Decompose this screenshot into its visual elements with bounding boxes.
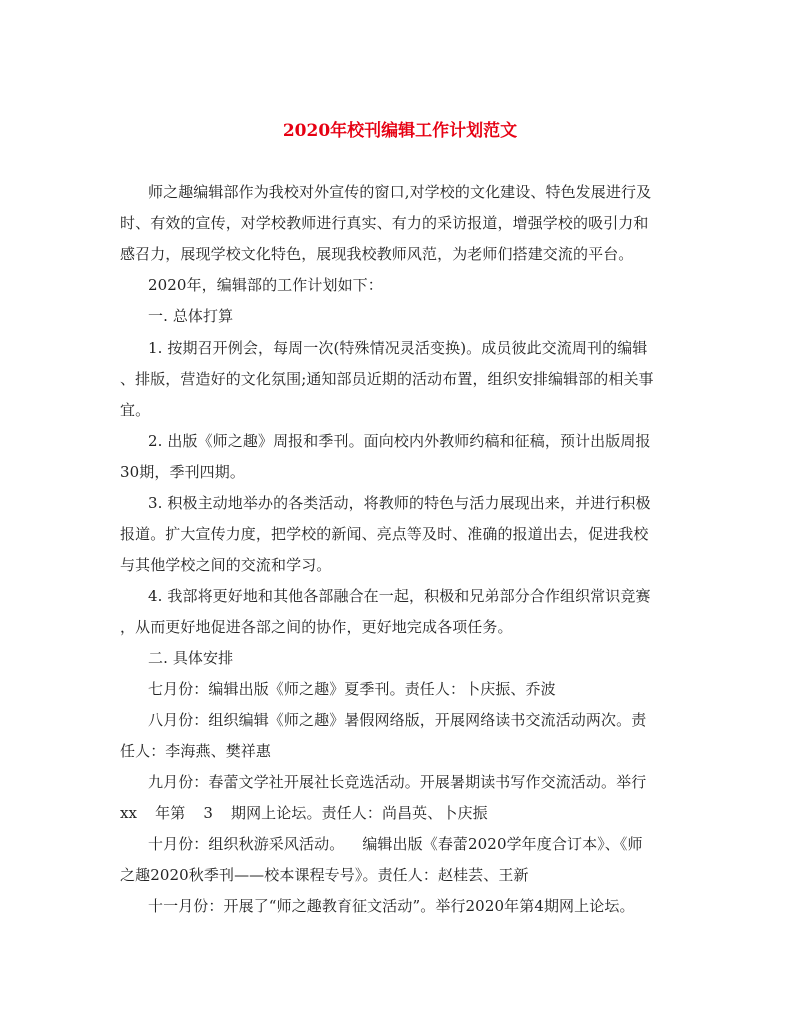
paragraph-line: 4. 我部将更好地和其他各部融合在一起，积极和兄弟部分合作组织常识竞赛 <box>148 587 651 605</box>
paragraph-line: 1. 按期召开例会，每周一次(特殊情况灵活变换)。成员彼此交流周刊的编辑 <box>148 339 648 357</box>
section-heading: 一. 总体打算 <box>148 307 234 325</box>
paragraph-line: 师之趣编辑部作为我校对外宣传的窗口,对学校的文化建设、特色发展进行及 <box>148 183 652 201</box>
paragraph-line: 3. 积极主动地举办的各类活动，将教师的特色与活力展现出来，并进行积极 <box>148 494 651 512</box>
paragraph-line: 感召力，展现学校文化特色，展现我校教师风范，为老师们搭建交流的平台。 <box>120 245 634 263</box>
text-fragment: 年第 <box>155 804 186 822</box>
paragraph-line: 时、有效的宣传，对学校教师进行真实、有力的采访报道，增强学校的吸引力和 <box>120 214 649 232</box>
paragraph-line: 、排版，营造好的文化氛围;通知部员近期的活动布置，组织安排编辑部的相关事 <box>120 370 654 388</box>
paragraph-line: 30期，季刊四期。 <box>120 463 245 481</box>
paragraph-line: 任人：李海燕、樊祥惠 <box>120 742 272 760</box>
paragraph-line: 九月份：春蕾文学社开展社长竞选活动。开展暑期读书写作交流活动。举行 <box>148 773 647 791</box>
text-fragment: 3 <box>203 804 213 822</box>
paragraph-line: 与其他学校之间的交流和学习。 <box>120 556 332 574</box>
document-title: 2020年校刊编辑工作计划范文 <box>282 121 518 141</box>
paragraph-line: 八月份：组织编辑《师之趣》暑假网络版，开展网络读书交流活动两次。责 <box>148 711 647 729</box>
section-heading: 二. 具体安排 <box>148 649 234 667</box>
paragraph-line: 七月份：编辑出版《师之趣》夏季刊。责任人：卜庆振、乔波 <box>148 680 556 698</box>
paragraph-line: 2. 出版《师之趣》周报和季刊。面向校内外教师约稿和征稿，预计出版周报 <box>148 432 651 450</box>
text-fragment: xx <box>120 804 138 822</box>
paragraph-line: ，从而更好地促进各部之间的协作，更好地完成各项任务。 <box>120 618 513 636</box>
paragraph-line: 十一月份：开展了“师之趣教育征文活动”。举行2020年第4期网上论坛。 <box>148 897 635 915</box>
paragraph-line <box>148 833 643 854</box>
text-fragment: 期网上论坛。责任人：尚昌英、卜庆振 <box>230 804 488 822</box>
paragraph-line: 宜。 <box>120 401 151 419</box>
paragraph-line <box>120 802 488 823</box>
text-fragment: 编辑出版《春蕾2020学年度合订本》、《师 <box>362 835 643 853</box>
paragraph-line: 报道。扩大宣传力度，把学校的新闻、亮点等及时、准确的报道出去，促进我校 <box>120 525 649 543</box>
paragraph-line: 2020年，编辑部的工作计划如下： <box>148 276 383 294</box>
text-fragment: 十月份：组织秋游采风活动。 <box>148 835 345 853</box>
paragraph-line: 之趣2020秋季刊——校本课程专号》。责任人：赵桂芸、王新 <box>120 866 529 884</box>
